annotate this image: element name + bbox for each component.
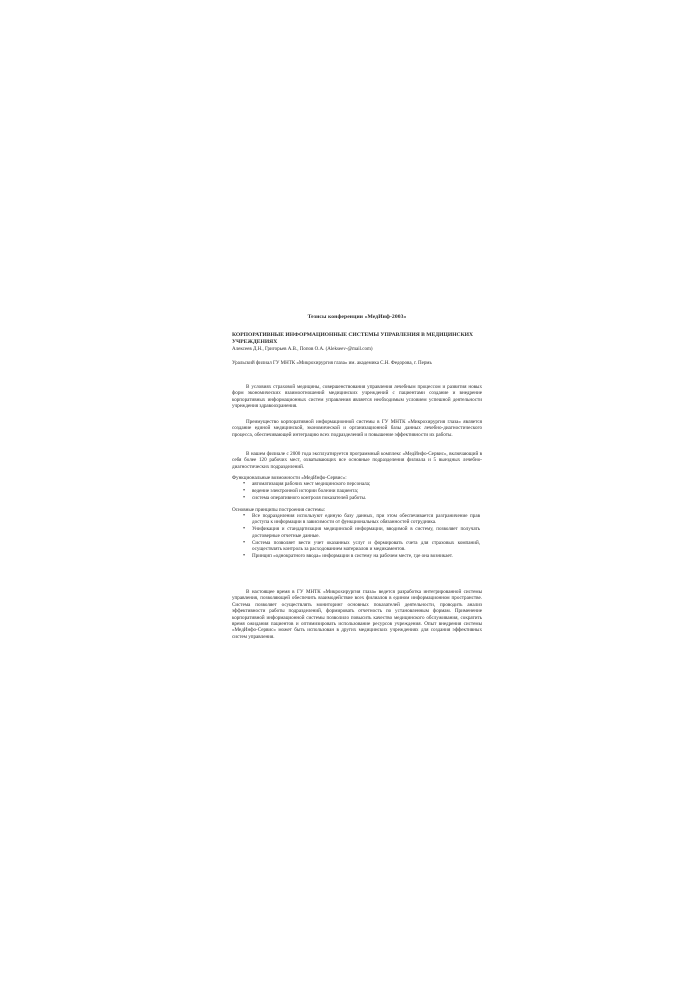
list-item: • автоматизация рабочих мест медицинского персонала; bbox=[252, 481, 480, 487]
paragraph-1: В условиях страховой медицины, совершенствования управления лечебным процессом и развития новых форм экономических взаимоотношений медицинских учреждений с пациентами создание и внедрение корпоративных информационных систем управления является необходимым условием успешной деятельности учреждения здравоохранения. bbox=[232, 384, 482, 410]
list-item: • Система позволяет вести учет оказанных услуг и формировать счета для страховых компаний, осуществлять контроль за расходованием материалов и медикаментов. bbox=[252, 540, 480, 553]
article-authors: Алексеев Д.Н., Григорьев А.В., Попов О.А. (Alekseev-@mail.com) bbox=[232, 347, 373, 352]
list-1-heading: Функциональные возможности «МедИнфо-Сервис»: bbox=[232, 475, 347, 481]
list-2 bbox=[252, 513, 480, 560]
list-item: • ведение электронной истории болезни пациента; bbox=[252, 488, 480, 494]
article-title: КОРПОРАТИВНЫЕ ИНФОРМАЦИОННЫЕ СИСТЕМЫ УПРАВЛЕНИЯ В МЕДИЦИНСКИХ УЧРЕЖДЕНИЯХ bbox=[232, 332, 474, 345]
article-affiliation: Уральский филиал ГУ МНТК «Микрохирургия глаза» им. академика С.Н. Федорова, г. Пермь bbox=[232, 361, 432, 366]
list-item: • Принцип «однократного ввода» информации в систему на рабочем месте, где она возникает. bbox=[252, 553, 480, 559]
list-1 bbox=[252, 481, 480, 502]
closing-paragraph: В настоящее время в ГУ МНТК «Микрохирургия глаза» ведется разработка интегрированной системы управления, позволяющей обеспечить взаимодействие всех филиалов в едином информационном пространстве. Система позволяет осуществлять мониторинг основных показателей деятельности, проводить анализ эффективности работы подразделений, формировать отчетность по установленным формам. Применение корпоративной информационной системы позволило повысить качество медицинского обслуживания, сократить время ожидания пациентов и оптимизировать использование ресурсов учреждения. Опыт внедрения системы «МедИнфо-Сервис» может быть использован в других медицинских учреждениях для создания эффективных систем управления. bbox=[232, 589, 482, 640]
list-item: • Унификация и стандартизация медицинской информации, вводимой в систему, позволяет получать достоверные отчетные данные. bbox=[252, 526, 480, 539]
paragraph-2: Преимущество корпоративной информационной системы в ГУ МНТК «Микрохирургия глаза» является создание единой медицинской, экономической и организационной базы данных лечебно-диагностического процесса, обеспечивающей интеграцию всех подразделений и повышение эффективности их работы. bbox=[232, 419, 482, 438]
list-item: • Все подразделения используют единую базу данных, при этом обеспечивается разграничение прав доступа к информации в зависимости от функциональных обязанностей сотрудника. bbox=[252, 513, 480, 526]
paragraph-3: В нашем филиале с 2000 года эксплуатируется программный комплекс «МедИнфо-Сервис», включающий в себя более 120 рабочих мест, охватывающих все основные подразделения филиала и 5 выездных лечебно-диагностических подразделений. bbox=[232, 451, 482, 470]
list-item: • система оперативного контроля показателей работы. bbox=[252, 495, 480, 501]
conference-header: Тезисы конференции «МедИнф-2003» bbox=[307, 314, 407, 320]
list-2-heading: Основные принципы построения системы: bbox=[232, 507, 326, 513]
